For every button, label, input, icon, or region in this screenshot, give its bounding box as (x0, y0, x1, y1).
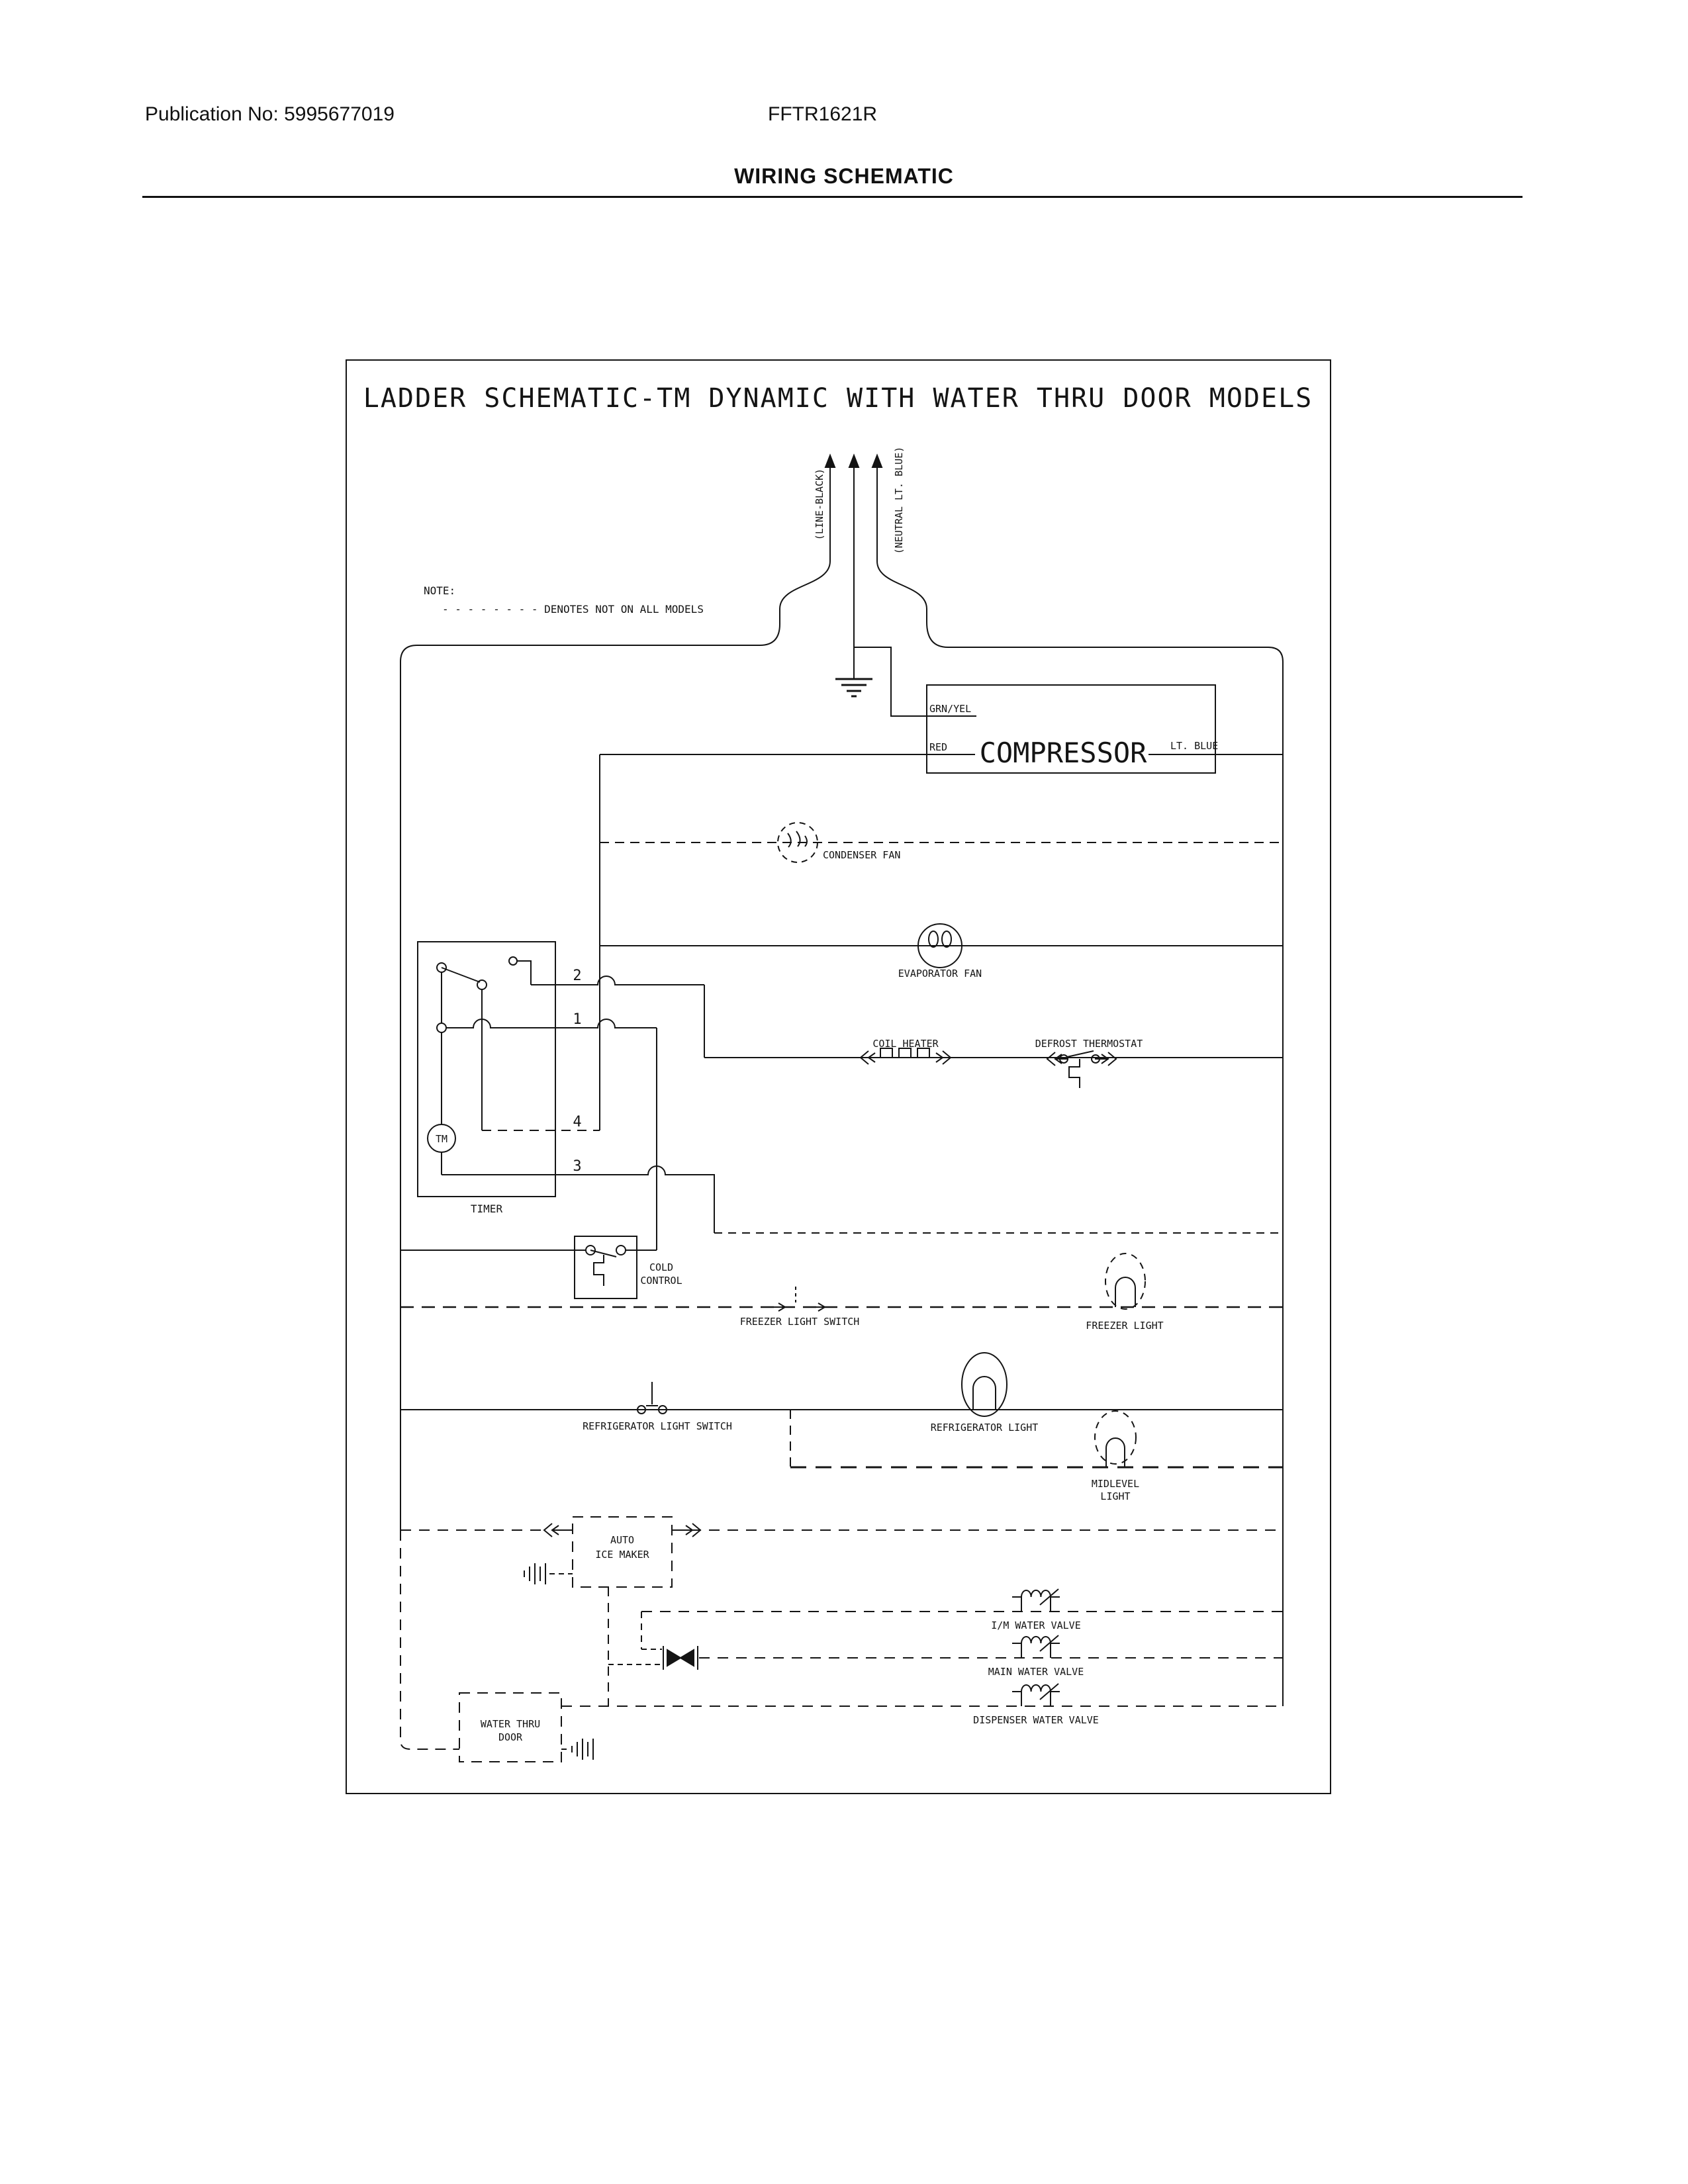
left-rail-dashed (400, 1530, 459, 1749)
note-text: - - - - - - - - DENOTES NOT ON ALL MODELS (442, 603, 704, 615)
contact-icon (437, 1023, 446, 1032)
contact-icon (509, 957, 517, 965)
cold-control-feed-wire (626, 1028, 657, 1250)
neutral-label: (NEUTRAL LT. BLUE) (893, 446, 905, 555)
terminal-1-label: 1 (573, 1011, 582, 1028)
timer (418, 942, 714, 1250)
rung-2-wire (517, 961, 704, 985)
line-black-wire (400, 466, 830, 1530)
defrost-thermostat-label: DEFROST THERMOSTAT (1035, 1038, 1143, 1050)
cold-control (400, 1236, 682, 1298)
freezer-light-circuit (400, 1253, 1283, 1332)
motor-winding-icon (929, 931, 938, 947)
supply-lines (400, 447, 1283, 1706)
refrigerator-light-label: REFRIGERATOR LIGHT (930, 1422, 1039, 1433)
motor-winding-icon (788, 831, 807, 847)
refrigerator-light-circuit (400, 1353, 1283, 1433)
publication-number: Publication No: 5995677019 (145, 103, 395, 125)
connector-bowtie-icon (680, 1650, 694, 1666)
bulb-filament-icon (973, 1377, 996, 1410)
ice-maker-label: ICE MAKER (595, 1549, 649, 1561)
line-black-label: (LINE-BLACK) (814, 468, 825, 541)
ground-symbol-icon (835, 679, 872, 696)
red-label: RED (929, 741, 948, 753)
coil-heater-label: COIL HEATER (872, 1038, 939, 1050)
compressor (600, 685, 1283, 773)
timer-box (418, 942, 555, 1197)
water-thru-door-label: DOOR (498, 1731, 523, 1743)
note-label: NOTE: (424, 584, 456, 597)
arrow-up-icon (849, 455, 859, 467)
condenser-fan-label: CONDENSER FAN (823, 849, 901, 861)
defrost-circuit (704, 985, 1283, 1088)
arrow-up-icon (825, 455, 835, 467)
defrost-rung (704, 985, 1283, 1058)
model-number: FFTR1621R (768, 103, 878, 125)
im-water-valve (641, 1589, 1283, 1649)
cold-control-label: COLD (649, 1261, 674, 1273)
connector-stub-wires (608, 1649, 662, 1664)
refrigerator-light-bulb-outline (962, 1353, 1007, 1416)
timer-label: TIMER (470, 1203, 503, 1215)
terminal-2-label: 2 (573, 968, 582, 984)
freezer-light-bulb-outline (1105, 1253, 1145, 1309)
lt-blue-label: LT. BLUE (1170, 740, 1219, 752)
terminal-4-label: 4 (573, 1114, 582, 1130)
rung-1-wire (446, 1019, 657, 1028)
diagram-title: LADDER SCHEMATIC-TM DYNAMIC WITH WATER THRU DOOR MODELS (363, 383, 1313, 414)
motor-winding-icon (942, 931, 951, 947)
terminal-3-label: 3 (573, 1158, 582, 1175)
cold-control-box (575, 1236, 637, 1298)
midlevel-light-label: LIGHT (1100, 1490, 1131, 1502)
arrow-up-icon (872, 455, 882, 467)
switch-blade-icon (1067, 1051, 1094, 1057)
schematic-border (346, 360, 1331, 1794)
door-switch-plunger-icon (646, 1382, 658, 1406)
dispenser-water-valve-label: DISPENSER WATER VALVE (973, 1714, 1099, 1726)
freezer-light-label: FREEZER LIGHT (1086, 1320, 1164, 1332)
evaporator-fan-label: EVAPORATOR FAN (898, 968, 982, 979)
condenser-fan (600, 823, 1283, 862)
water-thru-door (459, 1693, 593, 1762)
freezer-light-switch-label: FREEZER LIGHT SWITCH (739, 1316, 860, 1328)
switch-blade-icon (442, 968, 480, 982)
main-water-valve-label: MAIN WATER VALVE (988, 1666, 1084, 1678)
im-water-valve-label: I/M WATER VALVE (991, 1619, 1081, 1631)
ice-maker-label: AUTO (610, 1534, 635, 1546)
grn-yel-label: GRN/YEL (929, 703, 972, 715)
thermostat-sensor-icon (1069, 1059, 1080, 1088)
midlevel-light-label: MIDLEVEL (1091, 1478, 1140, 1490)
freezer-light-switch-icon (767, 1303, 825, 1311)
cold-control-label: CONTROL (640, 1275, 682, 1287)
contact-icon (616, 1246, 626, 1255)
evaporator-fan (600, 924, 1283, 979)
bulb-filament-icon (1115, 1277, 1135, 1307)
water-thru-door-label: WATER THRU (480, 1718, 541, 1730)
contact-icon (477, 980, 487, 989)
main-water-valve (608, 1635, 1283, 1678)
compressor-label: COMPRESSOR (979, 737, 1147, 769)
page-title: WIRING SCHEMATIC (734, 164, 954, 188)
note (424, 584, 704, 615)
thermostat-sensor-icon (594, 1255, 604, 1286)
timer-motor-label: TM (435, 1133, 448, 1145)
refrigerator-light-switch-label: REFRIGERATOR LIGHT SWITCH (583, 1420, 732, 1432)
connector-bowtie-icon (667, 1650, 680, 1666)
coil-heater-element-icon (880, 1048, 929, 1058)
dispenser-water-valve (561, 1684, 1283, 1726)
